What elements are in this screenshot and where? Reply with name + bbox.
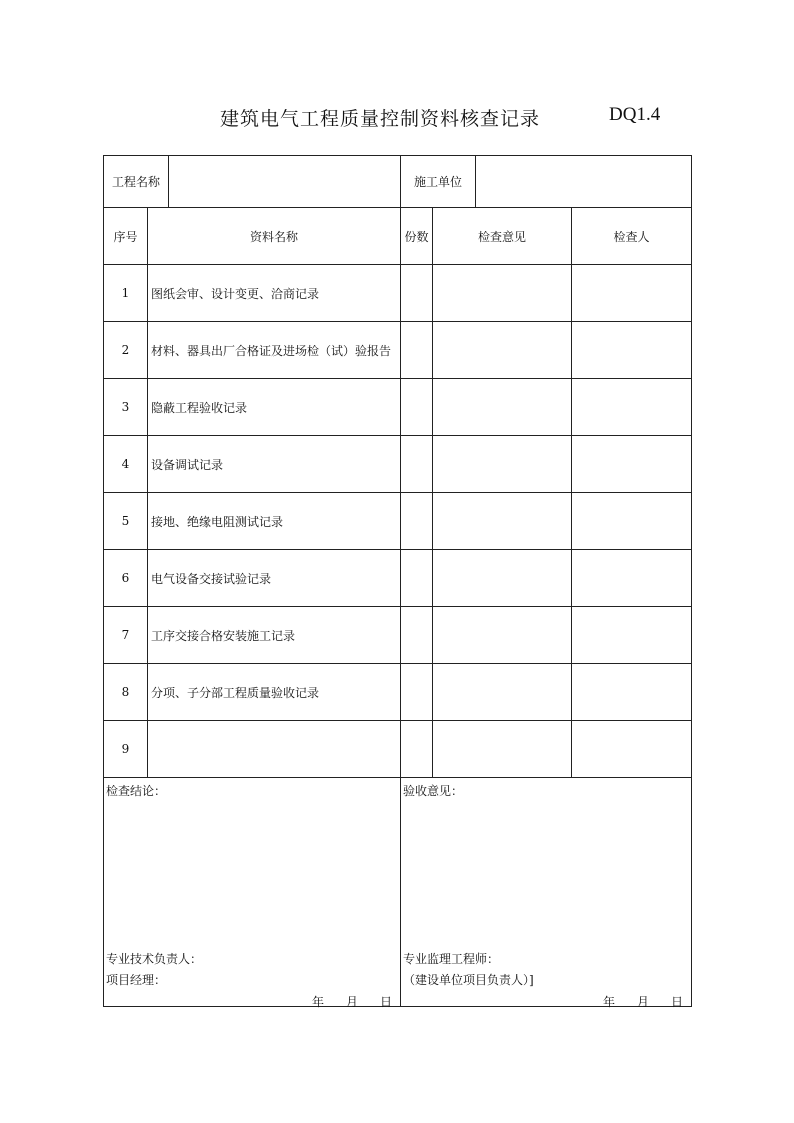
row-seq: 4 xyxy=(104,436,148,493)
row-seq: 2 xyxy=(104,322,148,379)
year-label: 年 xyxy=(602,995,615,1009)
acceptance-section[interactable] xyxy=(401,778,692,1007)
row-seq: 3 xyxy=(104,379,148,436)
tech-lead-label: 专业技术负责人： xyxy=(106,952,203,966)
project-name-field[interactable] xyxy=(169,156,401,208)
row-inspector-field[interactable] xyxy=(572,436,692,493)
row-opinion-field[interactable] xyxy=(433,379,572,436)
column-header-row xyxy=(104,208,692,265)
acceptance-date xyxy=(603,993,683,1010)
row-copies-field[interactable] xyxy=(401,493,433,550)
conclusion-date xyxy=(312,993,392,1010)
row-inspector-field[interactable] xyxy=(572,493,692,550)
table-row xyxy=(104,436,692,493)
table-row xyxy=(104,265,692,322)
project-name-label: 工程名称 xyxy=(104,156,169,208)
row-opinion-field[interactable] xyxy=(433,436,572,493)
signoff-row xyxy=(104,778,692,1007)
row-opinion-field[interactable] xyxy=(433,322,572,379)
conclusion-label: 检查结论： xyxy=(106,784,167,798)
row-seq: 6 xyxy=(104,550,148,607)
row-opinion-field[interactable] xyxy=(433,265,572,322)
table-row xyxy=(104,721,692,778)
row-doc-name: 工序交接合格安装施工记录 xyxy=(148,607,401,664)
row-doc-name: 分项、子分部工程质量验收记录 xyxy=(148,664,401,721)
table-row xyxy=(104,550,692,607)
row-opinion-field[interactable] xyxy=(433,550,572,607)
row-copies-field[interactable] xyxy=(401,322,433,379)
row-seq: 1 xyxy=(104,265,148,322)
day-label: 日 xyxy=(671,995,684,1009)
table-row xyxy=(104,607,692,664)
row-opinion-field[interactable] xyxy=(433,664,572,721)
col-doc-name-header: 资料名称 xyxy=(148,208,401,265)
row-inspector-field[interactable] xyxy=(572,550,692,607)
month-label: 月 xyxy=(637,995,650,1009)
supervisor-label: 专业监理工程师： xyxy=(403,952,500,966)
row-opinion-field[interactable] xyxy=(433,607,572,664)
col-copies-header: 份数 xyxy=(401,208,433,265)
row-inspector-field[interactable] xyxy=(572,607,692,664)
row-copies-field[interactable] xyxy=(401,265,433,322)
col-opinion-header: 检查意见 xyxy=(433,208,572,265)
year-label: 年 xyxy=(311,995,324,1009)
row-seq: 7 xyxy=(104,607,148,664)
table-row xyxy=(104,664,692,721)
row-doc-name: 隐蔽工程验收记录 xyxy=(148,379,401,436)
col-inspector-header: 检查人 xyxy=(572,208,692,265)
row-doc-name: 材料、器具出厂合格证及进场检（试）验报告 xyxy=(148,322,401,379)
row-inspector-field[interactable] xyxy=(572,265,692,322)
construction-unit-field[interactable] xyxy=(476,156,692,208)
owner-rep-label: （建设单位项目负责人）] xyxy=(403,973,534,987)
row-opinion-field[interactable] xyxy=(433,493,572,550)
table-row xyxy=(104,322,692,379)
row-copies-field[interactable] xyxy=(401,436,433,493)
row-doc-name: 设备调试记录 xyxy=(148,436,401,493)
table-row xyxy=(104,493,692,550)
row-copies-field[interactable] xyxy=(401,607,433,664)
day-label: 日 xyxy=(380,995,393,1009)
row-copies-field[interactable] xyxy=(401,550,433,607)
row-seq: 8 xyxy=(104,664,148,721)
acceptance-label: 验收意见： xyxy=(403,784,464,798)
month-label: 月 xyxy=(345,995,358,1009)
document-title: 建筑电气工程质量控制资料核查记录 xyxy=(220,108,541,130)
document-code: DQ1.4 xyxy=(609,104,661,125)
row-inspector-field[interactable] xyxy=(572,721,692,778)
row-seq: 9 xyxy=(104,721,148,778)
row-doc-name: 接地、绝缘电阻测试记录 xyxy=(148,493,401,550)
row-doc-name: 图纸会审、设计变更、洽商记录 xyxy=(148,265,401,322)
document-header xyxy=(0,104,794,134)
row-copies-field[interactable] xyxy=(401,379,433,436)
table-row xyxy=(104,379,692,436)
row-doc-name[interactable] xyxy=(148,721,401,778)
row-copies-field[interactable] xyxy=(401,664,433,721)
row-copies-field[interactable] xyxy=(401,721,433,778)
conclusion-section[interactable] xyxy=(104,778,401,1007)
project-manager-label: 项目经理： xyxy=(106,973,167,987)
project-info-row xyxy=(104,156,692,208)
construction-unit-label: 施工单位 xyxy=(401,156,476,208)
row-seq: 5 xyxy=(104,493,148,550)
row-doc-name: 电气设备交接试验记录 xyxy=(148,550,401,607)
inspection-record-table xyxy=(103,155,692,1007)
col-seq-header: 序号 xyxy=(104,208,148,265)
row-inspector-field[interactable] xyxy=(572,664,692,721)
row-inspector-field[interactable] xyxy=(572,322,692,379)
row-opinion-field[interactable] xyxy=(433,721,572,778)
row-inspector-field[interactable] xyxy=(572,379,692,436)
